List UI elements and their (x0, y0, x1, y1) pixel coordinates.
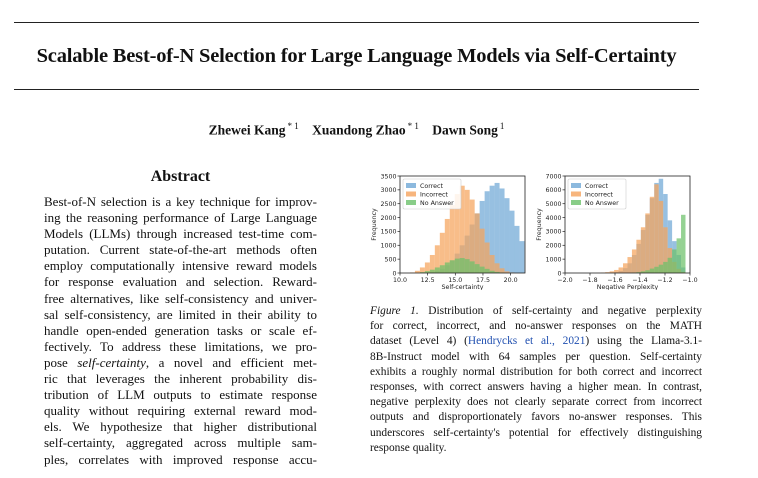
histogram-bar (614, 270, 618, 273)
histogram-bar (672, 249, 676, 273)
paper-title: Scalable Best-of-N Selection for Large Language Models via Self-Certainty (36, 45, 677, 67)
abstract-line: ples, correlates with improved response accu- (44, 451, 317, 467)
author-affiliation: * 1 (287, 121, 299, 131)
legend-swatch (406, 200, 416, 205)
caption-line: responses, with correct answers having a higher mean. In contrast, (370, 381, 702, 394)
histogram-bar (485, 269, 490, 273)
abstract-line: quality without requiring external reward mod- (44, 403, 317, 419)
histogram-bar (480, 229, 485, 273)
caption-text: Distribution of self-certainty and negative perplexity (428, 305, 702, 317)
histogram-bar (465, 259, 470, 273)
citation-link[interactable]: Hendrycks et al., 2021 (467, 335, 586, 348)
abstract-line: ing the reasoning performance of Large Language (44, 210, 317, 226)
x-tick-label: 17.5 (475, 277, 490, 284)
histogram-bar (654, 267, 658, 273)
caption-line: underscores self-certainty's potential for effectively distinguishing (370, 426, 702, 439)
legend-label: Correct (585, 183, 608, 190)
y-tick-label: 1500 (380, 228, 397, 236)
histogram-bar (475, 213, 480, 273)
y-tick-label: 3000 (545, 228, 562, 236)
x-tick-label: −1.6 (607, 277, 623, 284)
abstract-line: employ computationally intensive reward models (44, 258, 317, 274)
italic-term: self-certainty (77, 354, 146, 370)
abstract-line: handle open-ended generation tasks or scale ef- (44, 322, 317, 338)
histogram-bar (505, 198, 510, 273)
legend-label: Correct (420, 183, 443, 190)
abstract-line: ric that leverages the inherent probability dis- (44, 371, 317, 387)
caption-line: outputs and disproportionately favors no-answer responses. This (370, 411, 702, 424)
histogram-bar (668, 258, 672, 273)
histogram-bar (500, 188, 505, 273)
abstract-line-with-italic: pose self-certainty, a novel and efficient met- (44, 354, 317, 370)
histogram-bar (440, 265, 445, 273)
histogram-bar (435, 267, 440, 273)
histogram-bar (490, 255, 495, 273)
y-tick-label: 5000 (545, 201, 562, 209)
legend-swatch (571, 192, 581, 197)
histogram-bar (636, 240, 640, 273)
author-affiliation: * 1 (407, 121, 419, 131)
x-tick-label: −1.2 (657, 277, 673, 284)
author-affiliation: 1 (499, 121, 505, 131)
abstract-body (44, 194, 317, 468)
top-rule (14, 22, 699, 23)
y-tick-label: 4000 (545, 214, 562, 222)
legend-label: No Answer (420, 200, 454, 207)
histogram-bar (650, 197, 654, 273)
legend-label: No Answer (585, 200, 619, 207)
histogram-bar (500, 268, 505, 273)
self-certainty-histogram (371, 173, 525, 290)
histogram-bar (460, 258, 465, 273)
histogram-bar (623, 263, 627, 273)
histogram-bar (455, 259, 460, 273)
x-tick-label: 20.0 (503, 277, 518, 284)
histogram-bar (510, 211, 515, 273)
legend-swatch (571, 183, 581, 188)
histogram-bar (485, 243, 490, 273)
histogram-bar (650, 269, 654, 273)
histogram-bar (495, 263, 500, 273)
legend-swatch (406, 183, 416, 188)
x-tick-label: −1.8 (582, 277, 598, 284)
legend-label: Incorrect (585, 191, 613, 199)
abstract-line: sal self-consistency, are limited in their ability to (44, 306, 317, 322)
histogram-bar (659, 265, 663, 273)
y-tick-label: 2000 (380, 214, 397, 222)
author-name: Zhewei Kang (208, 122, 286, 138)
legend-swatch (571, 200, 581, 205)
histogram-bar (430, 270, 435, 273)
histogram-bar (514, 226, 519, 273)
figure-1 (365, 170, 705, 290)
caption-line (370, 304, 702, 319)
abstract-line: self-certainty, aggregated across multiple sam- (44, 435, 317, 451)
abstract-line: putation. Current state-of-the-art methods often (44, 242, 317, 258)
legend-label: Incorrect (420, 191, 448, 199)
y-tick-label: 1000 (380, 242, 397, 250)
abstract-line: tribution of LLM outputs to estimate response (44, 387, 317, 403)
negative-perplexity-histogram (536, 173, 698, 290)
x-tick-label: 10.0 (392, 277, 408, 284)
histogram-bar (663, 262, 667, 273)
histogram-bar (659, 201, 663, 273)
abstract-line: for response evaluation and selection. Reward- (44, 274, 317, 290)
y-tick-label: 0 (557, 270, 562, 278)
histogram-bar (654, 184, 658, 273)
x-axis-label: Negative Perplexity (596, 284, 659, 290)
y-axis-label: Frequency (536, 208, 543, 241)
histogram-bar (627, 257, 631, 273)
x-tick-label: −2.0 (557, 277, 573, 284)
legend-swatch (406, 192, 416, 197)
histogram-bar (475, 264, 480, 273)
abstract-line: free alternatives, like self-consistency and univer- (44, 290, 317, 306)
abstract-line: els. We hypothesize that higher distributional (44, 419, 317, 435)
author-list (14, 121, 699, 139)
y-tick-label: 0 (392, 270, 397, 278)
y-tick-label: 1000 (545, 256, 562, 264)
y-tick-label: 3000 (380, 187, 397, 195)
author-name: Xuandong Zhao (312, 122, 406, 138)
caption-line-with-citation: dataset (Level 4) (Hendrycks et al., 2021) using the Llama-3.1- (370, 335, 702, 348)
x-tick-label: 15.0 (448, 277, 463, 284)
histogram-bar (677, 238, 681, 273)
x-tick-label: −1.0 (682, 277, 698, 284)
y-tick-label: 6000 (545, 187, 562, 195)
histogram-bar (645, 270, 649, 273)
x-tick-label: −1.4 (632, 277, 648, 284)
abstract-line: Best-of-N selection is a key technique for improv- (44, 194, 317, 209)
histogram-bar (641, 227, 645, 273)
histogram-bar (495, 183, 500, 273)
abstract-heading: Abstract (150, 168, 211, 185)
histogram-bar (450, 260, 455, 273)
title-bottom-rule (14, 89, 699, 90)
histogram-bar (480, 267, 485, 273)
y-axis-label: Frequency (371, 208, 378, 241)
histogram-bar (470, 261, 475, 273)
histogram-bar (632, 249, 636, 273)
y-tick-label: 2500 (380, 201, 397, 209)
histogram-bar (619, 267, 623, 273)
histogram-bar (519, 241, 524, 273)
histogram-bar (445, 262, 450, 273)
x-tick-label: 12.5 (420, 277, 435, 284)
y-tick-label: 500 (384, 256, 397, 264)
histogram-bar (645, 213, 649, 273)
author-name: Dawn Song (432, 122, 498, 138)
caption-line: exhibits a roughly normal distribution for both correct and incorrect (370, 365, 702, 378)
x-axis-label: Self-certainty (441, 284, 484, 290)
caption-line: negative perplexity does not clearly separate correct from incorrect (370, 396, 702, 409)
y-tick-label: 2000 (545, 242, 562, 250)
caption-line: for correct, incorrect, and no-answer responses on the MATH (370, 320, 702, 333)
y-tick-label: 7000 (545, 173, 562, 181)
figure-caption (370, 304, 702, 456)
abstract-line: Models (LLMs) through increased test-time com- (44, 226, 317, 242)
y-tick-label: 3500 (380, 173, 397, 181)
abstract-line: fectively. To address these limitations, we pro- (44, 338, 317, 354)
caption-line: 8B-Instruct model with 64 samples per question. Self-certainty (370, 350, 702, 363)
figure-label: Figure 1. (370, 305, 419, 317)
histogram-bar (681, 215, 685, 273)
caption-line: response quality. (370, 441, 447, 454)
